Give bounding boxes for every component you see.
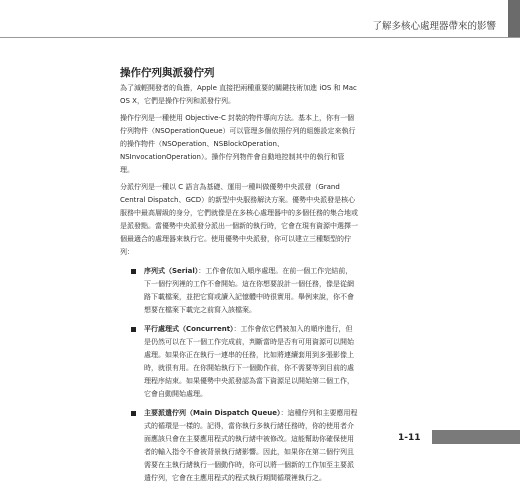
bullet-text: ：這種佇列和主要應用程式的循環是一樣的。記得，當你執行多執行緒任務時，你的使用者介面應該只會在主要應用程式的執行緒中被修改。這能幫助你確保使用者的輸入指令不會被背景執行緒影響。因此，如果你在第二個佇列且需要在主執行緒執行一個動作時，你可以將一個新的工作加至主要派遣佇列，它會在主應用程式的程式執行期間循環裡執行之。 — [144, 409, 358, 482]
section-heading: 操作佇列與派發佇列 — [120, 67, 215, 79]
bullet-marker-icon — [131, 411, 136, 416]
bullet-marker-icon — [131, 327, 136, 332]
bullet-main-dispatch — [120, 407, 358, 485]
header-rule — [0, 37, 520, 38]
bullet-marker-icon — [131, 269, 136, 274]
intro-paragraph: 為了減輕開發者的負擔，Apple 直接把兩種重要的關鍵技術加進 iOS 和 Mac OS X，它們是操作佇列和派發佇列。 — [120, 84, 357, 105]
operation-queue-paragraph: 操作佇列是一種使用 Objective-C 封裝的物件導向方法。基本上，你有一個佇列物件（NSOperationQueue）可以管理多個依照佇列的組態設定來執行的操作物件（NSOperation、NSBlockOperation、NSInvocationOperation）。操作佇列物件會自動地控制其中的執行和管理。 — [120, 114, 356, 174]
bullet-text: ：工作會依加入順序處理。在前一個工作完結前，下一個佇列裡的工作不會開始。這在你想要設計一個任務，像是從網路下載檔案，並把它寫或讀入記憶體中時很實用。舉例來說，你不會想要在檔案下載完之前寫入該檔案。 — [144, 267, 354, 314]
header-tab — [508, 0, 520, 37]
page-number: 1-11 — [398, 433, 421, 443]
chapter-title: 了解多核心處理器帶來的影響 — [372, 21, 496, 32]
bullet-term: 序列式（Serial） — [144, 267, 199, 275]
bullet-serial — [120, 265, 358, 317]
page-tab — [432, 430, 520, 444]
bullet-concurrent — [120, 323, 358, 401]
bullet-term: 平行處理式（Concurrent） — [144, 325, 234, 333]
dispatch-queue-paragraph: 分派佇列是一種以 C 語言為基礎、運用一種叫做優勢中央派發（Grand Central Dispatch、GCD）的新型中央服務解決方案。優勢中央派發是核心服務中最高層級的身分，它們就像是在多核心處理器中的多個任務的集合地或是派發點。當優勢中央派發分派出一個新的執行時，它會在現有資源中選擇一個最適合的處理器來執行它。使用優勢中央派發，你可以建立三種類型的佇列： — [120, 183, 358, 256]
bullet-term: 主要派遣佇列（Main Dispatch Queue） — [144, 409, 281, 417]
bullet-text: ：工作會依它們被加入的順序進行，但是仍然可以在下一個工作完成前，判斷當時是否有可用資源可以開始處理。如果你正在執行一連串的任務，比如將連續套用到多張影像上時，就很有用。在你開始執行下一個動作前，你不需要等到目前的處理程序結束。如果優勢中央派發認為當下資源足以開始第二個工作，它會自動開始處理。 — [144, 325, 354, 398]
body-content — [120, 82, 358, 489]
